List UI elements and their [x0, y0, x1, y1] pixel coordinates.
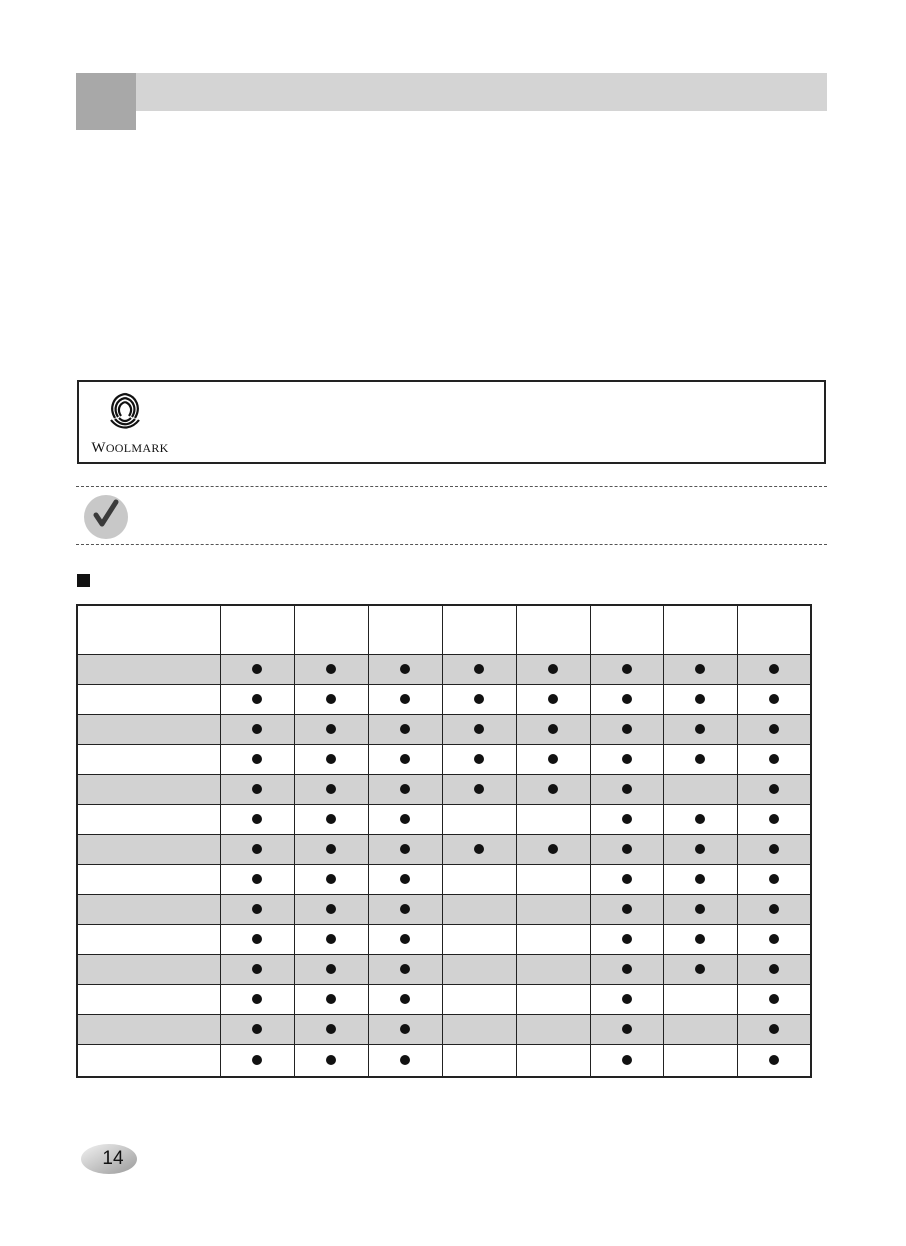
table-cell [663, 955, 737, 985]
page-number: 14 [102, 1148, 124, 1169]
table-cell [516, 925, 590, 955]
bullet-dot-icon [622, 724, 632, 734]
table-cell [590, 835, 663, 865]
table-cell [368, 985, 442, 1015]
row-label-cell [77, 1015, 220, 1045]
table-cell [294, 1015, 368, 1045]
table-cell [737, 685, 811, 715]
woolmark-notice-box [77, 380, 826, 464]
table-cell [442, 805, 516, 835]
table-cell [516, 865, 590, 895]
table-cell [663, 775, 737, 805]
table-cell [737, 895, 811, 925]
bullet-dot-icon [400, 994, 410, 1004]
table-row [77, 835, 811, 865]
table-cell [220, 745, 294, 775]
table-cell [590, 985, 663, 1015]
table-cell [516, 835, 590, 865]
bullet-dot-icon [252, 874, 262, 884]
row-label-cell [77, 835, 220, 865]
table-cell [442, 985, 516, 1015]
table-cell [442, 865, 516, 895]
bullet-dot-icon [769, 784, 779, 794]
bullet-dot-icon [769, 994, 779, 1004]
bullet-dot-icon [400, 694, 410, 704]
bullet-dot-icon [548, 694, 558, 704]
bullet-dot-icon [474, 724, 484, 734]
row-label-cell [77, 925, 220, 955]
table-cell [368, 925, 442, 955]
table-row [77, 955, 811, 985]
bullet-dot-icon [252, 994, 262, 1004]
bullet-dot-icon [548, 724, 558, 734]
bullet-dot-icon [769, 874, 779, 884]
bullet-dot-icon [326, 724, 336, 734]
bullet-dot-icon [622, 814, 632, 824]
bullet-dot-icon [769, 724, 779, 734]
table-cell [442, 955, 516, 985]
bullet-dot-icon [400, 664, 410, 674]
table-cell [590, 1015, 663, 1045]
table-cell [516, 1045, 590, 1078]
table-cell [590, 805, 663, 835]
bullet-dot-icon [474, 664, 484, 674]
check-note-icon [83, 493, 131, 539]
bullet-dot-icon [252, 934, 262, 944]
bullet-dot-icon [400, 784, 410, 794]
bullet-dot-icon [474, 754, 484, 764]
table-row [77, 895, 811, 925]
table-cell [368, 1045, 442, 1078]
bullet-dot-icon [326, 1024, 336, 1034]
table-cell [442, 655, 516, 685]
bullet-dot-icon [252, 964, 262, 974]
table-cell [737, 985, 811, 1015]
table-cell [368, 745, 442, 775]
note-divider-top [76, 486, 827, 487]
table-cell [294, 805, 368, 835]
bullet-dot-icon [622, 1055, 632, 1065]
table-cell [294, 925, 368, 955]
table-cell [294, 715, 368, 745]
bullet-dot-icon [400, 874, 410, 884]
bullet-dot-icon [252, 754, 262, 764]
table-cell [442, 775, 516, 805]
bullet-dot-icon [326, 784, 336, 794]
table-cell [368, 835, 442, 865]
bullet-dot-icon [400, 754, 410, 764]
row-label-cell [77, 955, 220, 985]
table-cell [220, 655, 294, 685]
bullet-dot-icon [400, 904, 410, 914]
bullet-dot-icon [474, 784, 484, 794]
table-cell [737, 925, 811, 955]
table-cell [294, 835, 368, 865]
table-cell [368, 775, 442, 805]
table-cell [737, 1045, 811, 1078]
bullet-dot-icon [769, 694, 779, 704]
table-cell [516, 805, 590, 835]
table-cell [368, 895, 442, 925]
table-cell [590, 745, 663, 775]
table-cell [368, 1015, 442, 1045]
bullet-dot-icon [695, 964, 705, 974]
table-cell [663, 1015, 737, 1045]
table-cell [220, 1015, 294, 1045]
table-cell [220, 775, 294, 805]
bullet-dot-icon [695, 694, 705, 704]
bullet-dot-icon [769, 754, 779, 764]
table-cell [442, 895, 516, 925]
table-cell [368, 685, 442, 715]
table-cell [294, 985, 368, 1015]
bullet-dot-icon [252, 1055, 262, 1065]
bullet-dot-icon [695, 814, 705, 824]
table-cell [516, 655, 590, 685]
table-cell [590, 865, 663, 895]
table-cell [590, 925, 663, 955]
table-cell [663, 655, 737, 685]
table-cell [516, 895, 590, 925]
bullet-dot-icon [695, 844, 705, 854]
table-cell [220, 1045, 294, 1078]
bullet-dot-icon [622, 664, 632, 674]
table-cell [220, 865, 294, 895]
table-row [77, 865, 811, 895]
bullet-dot-icon [622, 904, 632, 914]
row-label-cell [77, 775, 220, 805]
table-cell [368, 805, 442, 835]
bullet-dot-icon [326, 694, 336, 704]
table-cell [516, 685, 590, 715]
row-label-cell [77, 895, 220, 925]
table-cell [516, 985, 590, 1015]
bullet-dot-icon [326, 844, 336, 854]
row-label-cell [77, 745, 220, 775]
bullet-dot-icon [548, 754, 558, 764]
bullet-dot-icon [400, 1024, 410, 1034]
table-row [77, 1045, 811, 1078]
table-cell [737, 775, 811, 805]
bullet-dot-icon [400, 724, 410, 734]
bullet-dot-icon [769, 964, 779, 974]
table-cell [442, 1045, 516, 1078]
bullet-dot-icon [326, 664, 336, 674]
table-cell [737, 1015, 811, 1045]
table-cell [442, 715, 516, 745]
bullet-dot-icon [769, 814, 779, 824]
bullet-dot-icon [548, 664, 558, 674]
bullet-dot-icon [252, 694, 262, 704]
table-cell [220, 835, 294, 865]
table-cell [737, 865, 811, 895]
table-cell [737, 655, 811, 685]
bullet-dot-icon [622, 754, 632, 764]
table-cell [663, 805, 737, 835]
table-header-row [77, 605, 811, 655]
table-cell [590, 955, 663, 985]
section-header-bar [76, 73, 827, 111]
table-cell [368, 655, 442, 685]
table-cell [516, 955, 590, 985]
bullet-dot-icon [769, 664, 779, 674]
table-cell [663, 715, 737, 745]
table-cell [516, 1015, 590, 1045]
row-label-cell [77, 685, 220, 715]
bullet-dot-icon [769, 1055, 779, 1065]
bullet-dot-icon [400, 814, 410, 824]
table-cell [737, 835, 811, 865]
bullet-dot-icon [695, 664, 705, 674]
table-row [77, 685, 811, 715]
table-cell [294, 685, 368, 715]
section-header-tab [76, 73, 136, 130]
bullet-dot-icon [622, 1024, 632, 1034]
bullet-dot-icon [769, 934, 779, 944]
bullet-dot-icon [695, 934, 705, 944]
table-cell [294, 745, 368, 775]
bullet-dot-icon [326, 814, 336, 824]
table-cell [294, 895, 368, 925]
table-cell [663, 1045, 737, 1078]
table-row [77, 805, 811, 835]
bullet-dot-icon [622, 694, 632, 704]
table-cell [220, 955, 294, 985]
bullet-dot-icon [622, 934, 632, 944]
table-cell [663, 835, 737, 865]
bullet-dot-icon [695, 754, 705, 764]
bullet-dot-icon [252, 814, 262, 824]
bullet-dot-icon [252, 1024, 262, 1034]
table-cell [220, 985, 294, 1015]
bullet-dot-icon [769, 904, 779, 914]
bullet-dot-icon [548, 844, 558, 854]
table-cell [590, 775, 663, 805]
table-cell [294, 1045, 368, 1078]
bullet-dot-icon [622, 994, 632, 1004]
table-cell [737, 955, 811, 985]
bullet-dot-icon [326, 964, 336, 974]
table-cell [663, 895, 737, 925]
bullet-dot-icon [326, 1055, 336, 1065]
table-cell [516, 775, 590, 805]
table-cell [663, 925, 737, 955]
table-cell [663, 985, 737, 1015]
table-cell [294, 865, 368, 895]
row-label-cell [77, 865, 220, 895]
bullet-dot-icon [769, 1024, 779, 1034]
table-row [77, 985, 811, 1015]
table-cell [368, 715, 442, 745]
table-cell [663, 865, 737, 895]
bullet-dot-icon [622, 844, 632, 854]
table-cell [220, 895, 294, 925]
bullet-dot-icon [400, 934, 410, 944]
bullet-dot-icon [326, 904, 336, 914]
table-cell [294, 955, 368, 985]
bullet-dot-icon [400, 1055, 410, 1065]
table-row [77, 925, 811, 955]
table-cell [737, 805, 811, 835]
table-cell [368, 955, 442, 985]
section-bullet-square [77, 574, 90, 587]
bullet-dot-icon [252, 784, 262, 794]
woolmark-icon [103, 390, 147, 434]
table-cell [663, 745, 737, 775]
bullet-dot-icon [474, 844, 484, 854]
bullet-dot-icon [252, 844, 262, 854]
table-cell [516, 715, 590, 745]
table-cell [737, 745, 811, 775]
bullet-dot-icon [548, 784, 558, 794]
table-cell [590, 895, 663, 925]
table-cell [442, 1015, 516, 1045]
table-cell [220, 925, 294, 955]
table-cell [368, 865, 442, 895]
bullet-dot-icon [326, 994, 336, 1004]
table-row [77, 1015, 811, 1045]
bullet-dot-icon [326, 874, 336, 884]
table-cell [220, 805, 294, 835]
table-cell [442, 685, 516, 715]
bullet-dot-icon [252, 664, 262, 674]
table-cell [220, 715, 294, 745]
bullet-dot-icon [622, 784, 632, 794]
bullet-dot-icon [622, 874, 632, 884]
bullet-dot-icon [695, 874, 705, 884]
bullet-dot-icon [400, 964, 410, 974]
table-cell [294, 775, 368, 805]
bullet-dot-icon [326, 934, 336, 944]
bullet-dot-icon [326, 754, 336, 764]
row-label-cell [77, 655, 220, 685]
table-cell [294, 655, 368, 685]
table-cell [737, 715, 811, 745]
table-cell [516, 745, 590, 775]
table-row [77, 775, 811, 805]
table-cell [442, 745, 516, 775]
bullet-dot-icon [695, 724, 705, 734]
table-cell [590, 715, 663, 745]
bullet-dot-icon [252, 904, 262, 914]
row-label-cell [77, 985, 220, 1015]
note-divider-bottom [76, 544, 827, 545]
table-cell [442, 835, 516, 865]
row-label-cell [77, 1045, 220, 1078]
bullet-dot-icon [622, 964, 632, 974]
table-row [77, 745, 811, 775]
bullet-dot-icon [400, 844, 410, 854]
table-cell [220, 685, 294, 715]
table-cell [663, 685, 737, 715]
row-label-cell [77, 715, 220, 745]
table-row [77, 655, 811, 685]
table-cell [442, 925, 516, 955]
table-cell [590, 685, 663, 715]
row-label-cell [77, 805, 220, 835]
table-cell [590, 1045, 663, 1078]
bullet-dot-icon [695, 904, 705, 914]
table-row [77, 715, 811, 745]
bullet-dot-icon [252, 724, 262, 734]
table-cell [590, 655, 663, 685]
woolmark-logo [89, 390, 169, 456]
bullet-dot-icon [474, 694, 484, 704]
bullet-dot-icon [769, 844, 779, 854]
woolmark-label: WOOLMARK [91, 440, 169, 456]
compatibility-table [76, 604, 812, 1078]
